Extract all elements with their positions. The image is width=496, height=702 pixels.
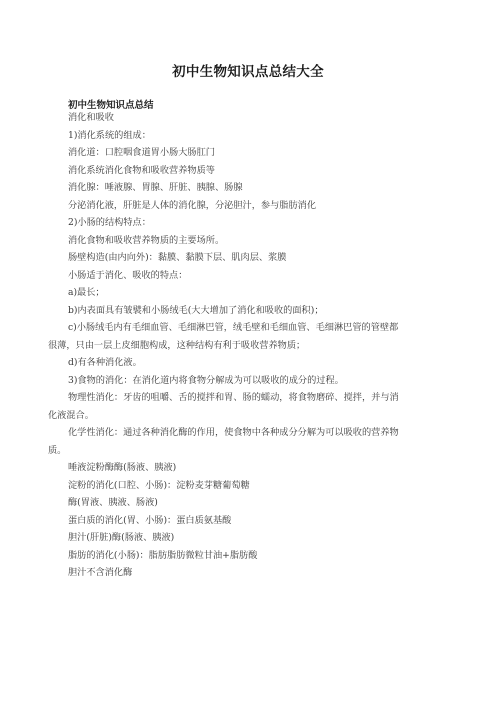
- text-line: 唾液淀粉酶酶(肠液、胰液): [68, 462, 177, 473]
- section-heading: 初中生物知识点总结: [68, 100, 154, 111]
- text-line: a)最长；: [68, 287, 105, 298]
- text-line: 淀粉的消化(口腔、小肠)：淀粉麦芽糖葡萄糖: [68, 479, 250, 491]
- text-line: c)小肠绒毛内有毛细血管、毛细淋巴管，绒毛壁和毛细血管、毛细淋巴管的管壁都: [68, 322, 399, 333]
- text-line: 3)食物的消化：在消化道内将食物分解成为可以吸收的成分的过程。: [68, 374, 344, 386]
- text-line: d)有各种消化液。: [68, 357, 142, 368]
- text-line-continuation: 很薄，只由一层上皮细胞构成，这种结构有利于吸收营养物质；: [48, 339, 306, 351]
- text-line: 肠壁构造(由内向外)：黏膜、黏膜下层、肌肉层、浆膜: [68, 252, 287, 263]
- text-line: 蛋白质的消化(胃、小肠)：蛋白质氨基酸: [68, 514, 232, 526]
- text-line: 2)小肠的结构特点：: [68, 217, 151, 228]
- text-line: 化学性消化：通过各种消化酶的作用，使食物中各种成分分解为可以吸收的营养物: [68, 427, 399, 438]
- text-line: 脂肪的消化(小肠)：脂肪脂肪微粒甘油+脂肪酸: [68, 549, 258, 561]
- text-line: 消化腺：唾液腺、胃腺、肝脏、胰腺、肠腺: [68, 182, 243, 193]
- text-line: 消化食物和吸收营养物质的主要场所。: [68, 234, 225, 246]
- text-line: 消化系统消化食物和吸收营养物质等: [68, 164, 215, 176]
- text-line-continuation: 质。: [48, 444, 67, 456]
- text-line: 消化和吸收: [68, 112, 114, 123]
- text-line: 酶(胃液、胰液、肠液): [68, 497, 158, 508]
- text-line: b)内表面具有皱襞和小肠绒毛(大大增加了消化和吸收的面积)；: [68, 304, 324, 316]
- text-line: 物理性消化：牙齿的咀嚼、舌的搅拌和胃、肠的蠕动，将食物磨碎、搅拌，并与消: [68, 392, 399, 403]
- text-line: 小肠适于消化、吸收的特点：: [68, 269, 188, 281]
- document-title: 初中生物知识点总结大全: [172, 64, 324, 80]
- text-line: 1)消化系统的组成：: [68, 129, 151, 141]
- text-line: 分泌消化液，肝脏是人体的消化腺，分泌胆汁，参与脂肪消化: [68, 199, 317, 211]
- text-line: 消化道：口腔咽食道胃小肠大肠肛门: [68, 147, 215, 158]
- text-line: 胆汁(肝脏)酶(肠液、胰液): [68, 532, 175, 543]
- text-line-continuation: 化液混合。: [48, 409, 94, 421]
- text-line: 胆汁不含消化酶: [68, 567, 133, 578]
- document-body: [48, 109, 430, 582]
